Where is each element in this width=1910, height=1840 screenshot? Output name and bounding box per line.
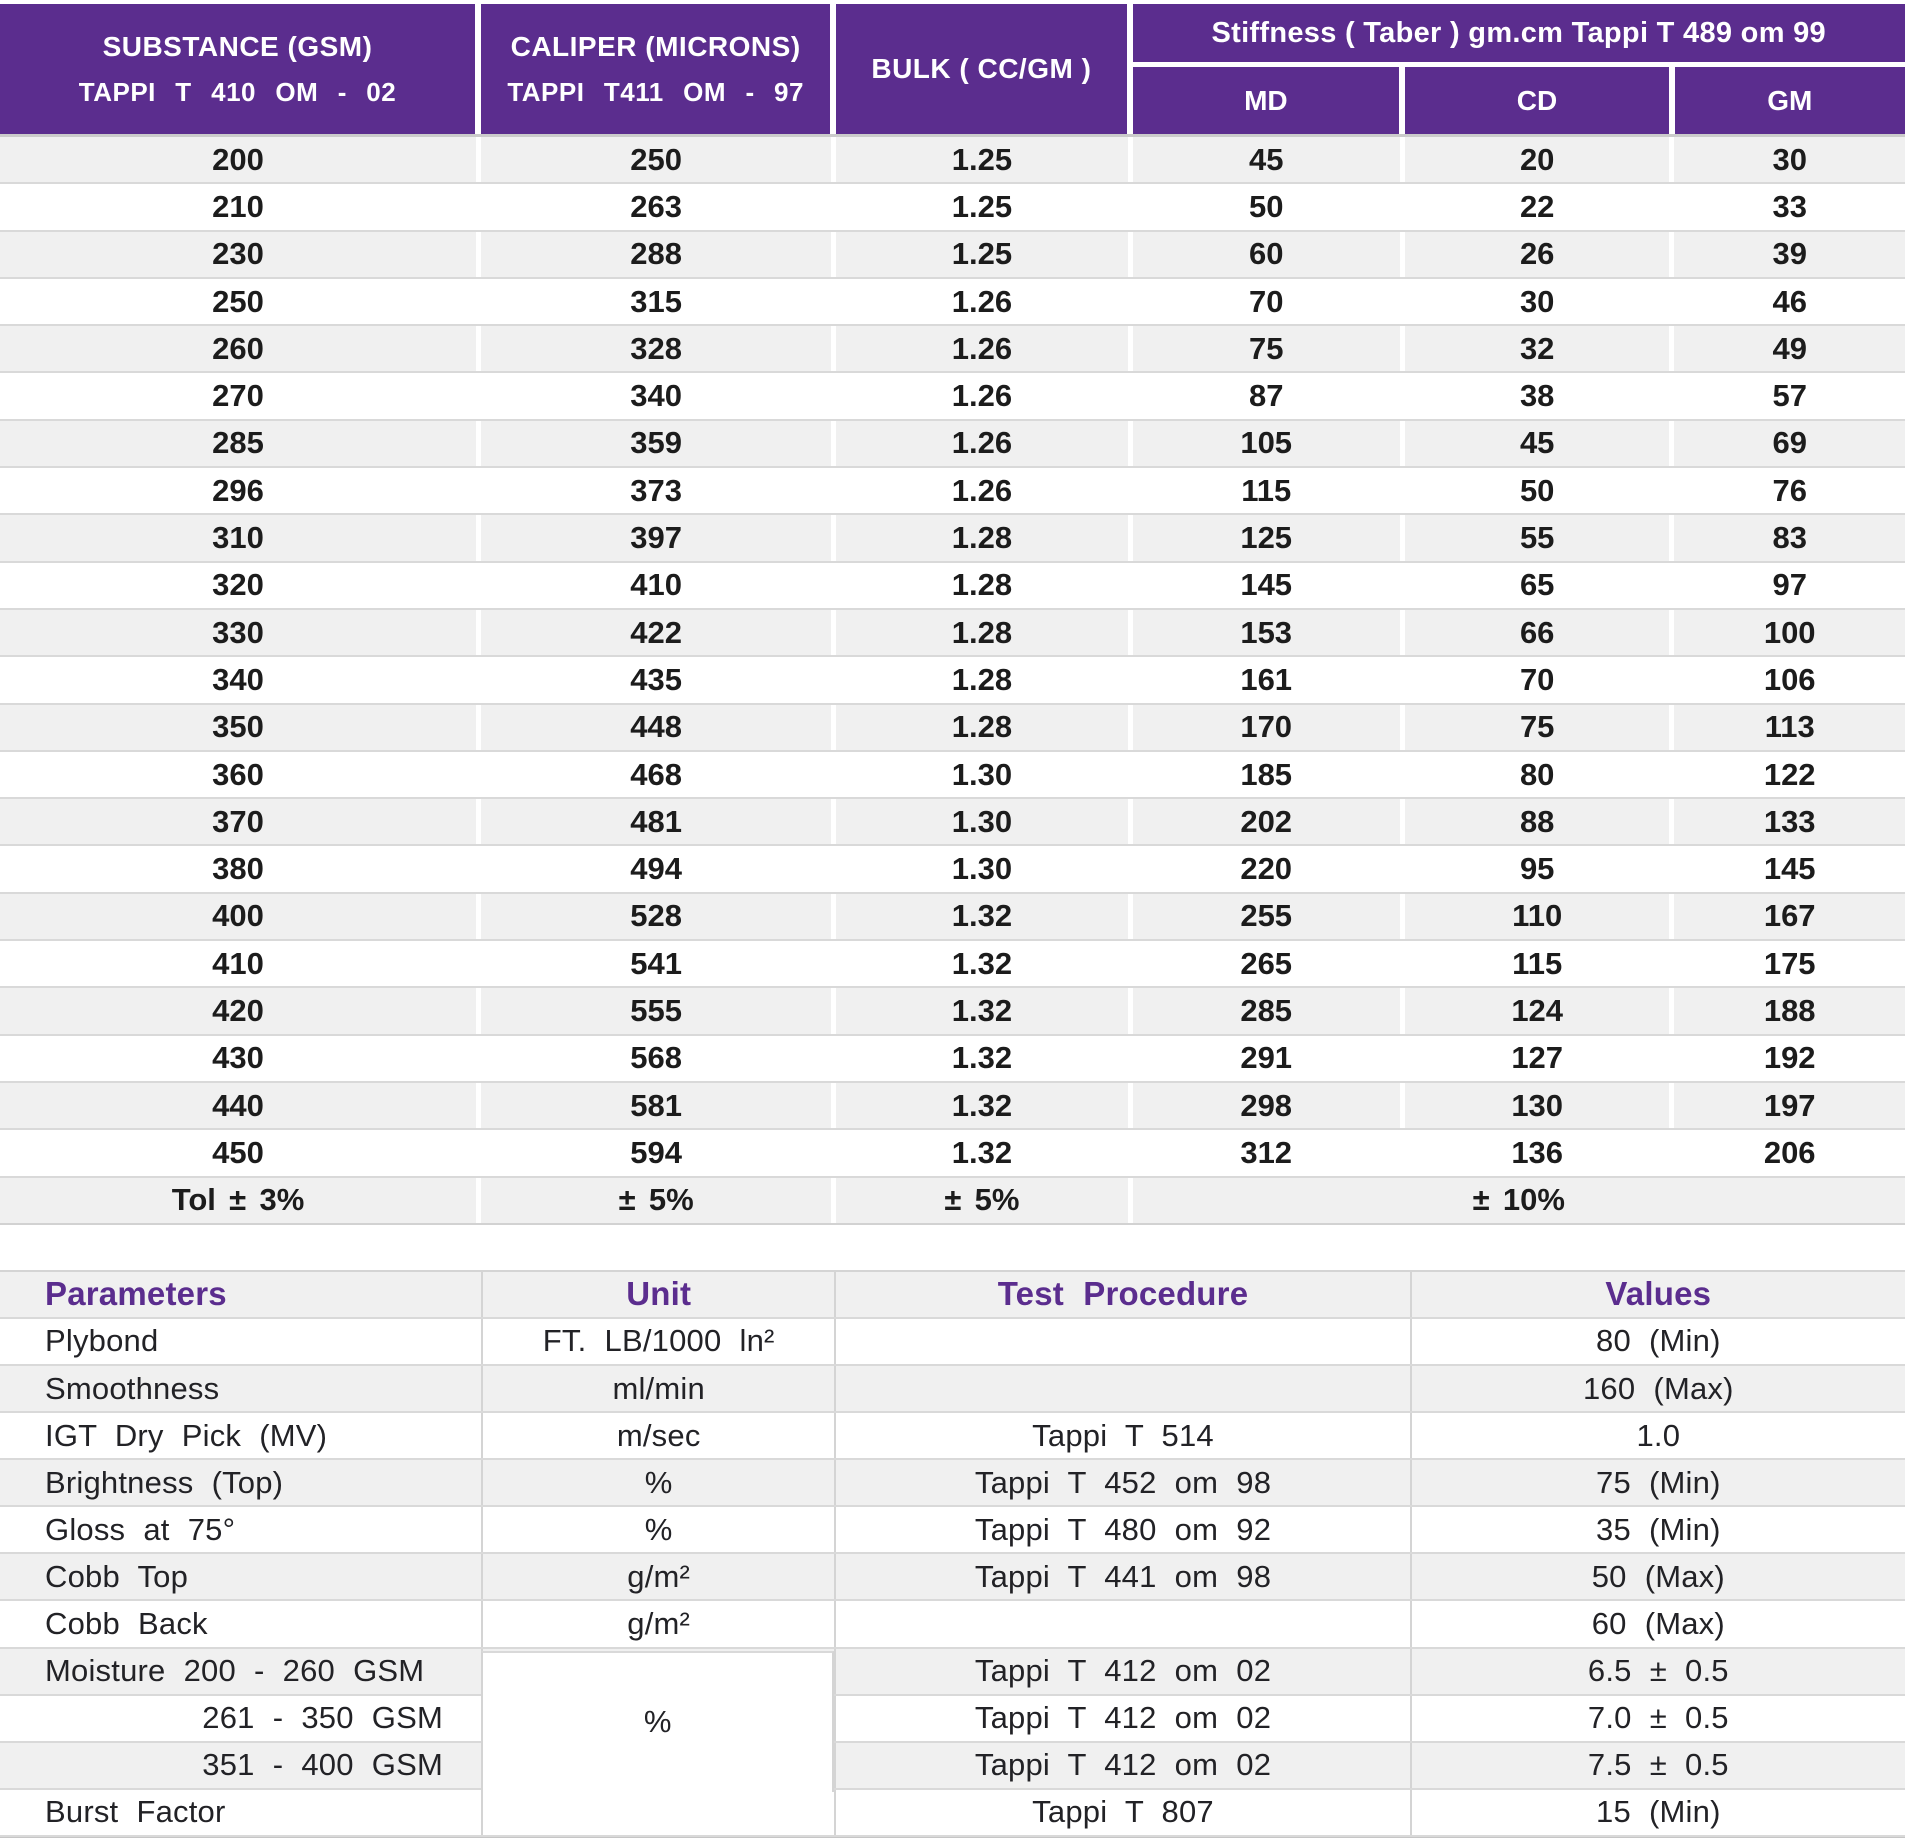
- stiffness-md-cell: 161: [1133, 657, 1405, 702]
- stiffness-cd-cell: 30: [1405, 279, 1675, 324]
- stiffness-gm-cell: 83: [1772, 520, 1807, 556]
- parameters-column-header: Parameters: [45, 1275, 227, 1313]
- caliper-cell: 359: [481, 421, 836, 466]
- spec-table-row: [0, 279, 1905, 326]
- spec-table-row: [0, 326, 1905, 373]
- stiffness-md-cell: 291: [1133, 1036, 1405, 1081]
- parameter-unit: ml/min: [481, 1366, 834, 1411]
- substance-cell: 420: [0, 988, 481, 1033]
- parameter-name: Brightness (Top): [45, 1464, 284, 1500]
- parameter-unit: g/m²: [481, 1554, 834, 1599]
- spec-table-row: [0, 752, 1905, 799]
- caliper-cell: 328: [481, 326, 836, 371]
- parameters-header-row: [0, 1272, 1905, 1319]
- parameter-name: Plybond: [45, 1323, 159, 1359]
- caliper-cell: 528: [481, 894, 836, 939]
- stiffness-tolerance: ± 10%: [1472, 1182, 1565, 1218]
- substance-cell: 400: [0, 894, 481, 939]
- caliper-cell: 288: [481, 232, 836, 277]
- bulk-cell: 1.32: [836, 1036, 1132, 1081]
- spec-table-row: [0, 610, 1905, 657]
- stiffness-md-cell: 255: [1133, 894, 1405, 939]
- stiffness-gm-cell: 106: [1763, 661, 1816, 697]
- bulk-cell: 1.28: [836, 610, 1132, 655]
- stiffness-md-cell: 202: [1133, 799, 1405, 844]
- stiffness-gm-cell: 30: [1772, 141, 1807, 177]
- substance-header-title: SUBSTANCE (GSM): [102, 30, 373, 62]
- spec-table-body: [0, 137, 1905, 1178]
- parameter-procedure: [834, 1366, 1409, 1411]
- stiffness-md-cell: 60: [1133, 232, 1405, 277]
- substance-cell: 410: [0, 941, 481, 986]
- stiffness-column-group: [1133, 4, 1905, 134]
- caliper-cell: 435: [481, 657, 836, 702]
- parameter-value: 35 (Min): [1410, 1507, 1905, 1552]
- spec-table-row: [0, 799, 1905, 846]
- stiffness-cd-cell: 75: [1405, 705, 1675, 750]
- caliper-column-header: [481, 4, 836, 134]
- substance-cell: 360: [0, 752, 481, 797]
- spec-table-row: [0, 184, 1905, 231]
- spec-table-row: [0, 657, 1905, 704]
- caliper-cell: 568: [481, 1036, 836, 1081]
- parameter-name: 351 - 400 GSM: [202, 1747, 443, 1783]
- stiffness-cd-cell: 65: [1405, 563, 1675, 608]
- caliper-cell: 555: [481, 988, 836, 1033]
- gm-column-header: GM: [1675, 67, 1905, 134]
- substance-tolerance: Tol ± 3%: [0, 1178, 481, 1223]
- stiffness-gm-cell: 188: [1763, 992, 1816, 1028]
- stiffness-group-header: Stiffness ( Taber ) gm.cm Tappi T 489 om 99: [1133, 4, 1905, 62]
- caliper-cell: 594: [481, 1130, 836, 1175]
- substance-cell: 340: [0, 657, 481, 702]
- substance-cell: 440: [0, 1083, 481, 1128]
- parameter-value: 80 (Min): [1410, 1319, 1905, 1364]
- stiffness-cd-cell: 26: [1405, 232, 1675, 277]
- md-column-header: MD: [1133, 67, 1406, 134]
- parameter-row-plybond: [0, 1319, 1905, 1366]
- parameter-unit: %: [481, 1507, 834, 1552]
- parameter-row-cobb-top: [0, 1554, 1905, 1601]
- stiffness-cd-cell: 136: [1405, 1130, 1675, 1175]
- bulk-cell: 1.28: [836, 515, 1132, 560]
- stiffness-cd-cell: 80: [1405, 752, 1675, 797]
- stiffness-gm-cell: 100: [1763, 614, 1816, 650]
- caliper-cell: 250: [481, 137, 836, 182]
- spec-table-row: [0, 705, 1905, 752]
- substance-cell: 350: [0, 705, 481, 750]
- substance-cell: 250: [0, 279, 481, 324]
- stiffness-gm-cell: 33: [1772, 188, 1807, 224]
- substance-cell: 330: [0, 610, 481, 655]
- caliper-cell: 581: [481, 1083, 836, 1128]
- stiffness-cd-cell: 45: [1405, 421, 1675, 466]
- parameter-value: 7.5 ± 0.5: [1410, 1743, 1905, 1788]
- parameter-value: 75 (Min): [1410, 1460, 1905, 1505]
- stiffness-gm-cell: 69: [1772, 425, 1807, 461]
- stiffness-cd-cell: 115: [1405, 941, 1675, 986]
- substance-cell: 200: [0, 137, 481, 182]
- stiffness-md-cell: 70: [1133, 279, 1405, 324]
- stiffness-cd-cell: 38: [1405, 373, 1675, 418]
- stiffness-md-cell: 115: [1133, 468, 1405, 513]
- caliper-cell: 410: [481, 563, 836, 608]
- stiffness-gm-cell: 133: [1763, 803, 1816, 839]
- parameter-value: 15 (Min): [1410, 1790, 1905, 1835]
- parameter-row-moisture-351-400: [0, 1743, 1905, 1790]
- stiffness-gm-cell: 97: [1772, 567, 1807, 603]
- parameter-value: 7.0 ± 0.5: [1410, 1696, 1905, 1741]
- parameter-row-cobb-back: [0, 1601, 1905, 1648]
- parameter-unit: [481, 1790, 834, 1835]
- substance-cell: 320: [0, 563, 481, 608]
- bulk-cell: 1.26: [836, 373, 1132, 418]
- stiffness-md-cell: 312: [1133, 1130, 1405, 1175]
- spec-table-row: [0, 563, 1905, 610]
- unit-column-header: Unit: [481, 1272, 834, 1317]
- substance-cell: 230: [0, 232, 481, 277]
- stiffness-gm-cell: 206: [1763, 1134, 1816, 1170]
- parameter-row-moisture-261-350: [0, 1696, 1905, 1743]
- tolerance-row: [0, 1178, 1905, 1225]
- parameter-row-smoothness: [0, 1366, 1905, 1413]
- substance-cell: 285: [0, 421, 481, 466]
- caliper-header-title: CALIPER (MICRONS): [510, 30, 801, 62]
- procedure-column-header: Test Procedure: [834, 1272, 1409, 1317]
- table-gap: [0, 1225, 1905, 1270]
- stiffness-cd-cell: 22: [1405, 184, 1675, 229]
- bulk-cell: 1.25: [836, 137, 1132, 182]
- stiffness-md-cell: 220: [1133, 846, 1405, 891]
- substance-cell: 296: [0, 468, 481, 513]
- caliper-cell: 373: [481, 468, 836, 513]
- caliper-cell: 422: [481, 610, 836, 655]
- stiffness-md-cell: 125: [1133, 515, 1405, 560]
- bulk-cell: 1.26: [836, 326, 1132, 371]
- bulk-cell: 1.26: [836, 421, 1132, 466]
- stiffness-subheader-row: [1133, 67, 1905, 134]
- parameter-value: 60 (Max): [1410, 1601, 1905, 1646]
- bulk-cell: 1.30: [836, 846, 1132, 891]
- stiffness-md-cell: 105: [1133, 421, 1405, 466]
- bulk-cell: 1.32: [836, 988, 1132, 1033]
- stiffness-cd-cell: 95: [1405, 846, 1675, 891]
- stiffness-md-cell: 45: [1133, 137, 1405, 182]
- parameter-name: IGT Dry Pick (MV): [45, 1417, 328, 1453]
- parameter-row-burst-factor: [0, 1790, 1905, 1837]
- bulk-cell: 1.32: [836, 1130, 1132, 1175]
- parameter-procedure: Tappi T 452 om 98: [834, 1460, 1409, 1505]
- spec-table-row: [0, 421, 1905, 468]
- spec-table-row: [0, 846, 1905, 893]
- parameter-name: 261 - 350 GSM: [202, 1700, 443, 1736]
- stiffness-gm-cell: 49: [1772, 330, 1807, 366]
- caliper-tolerance: ± 5%: [481, 1178, 836, 1223]
- stiffness-cd-cell: 70: [1405, 657, 1675, 702]
- stiffness-md-cell: 298: [1133, 1083, 1405, 1128]
- parameter-value: 160 (Max): [1410, 1366, 1905, 1411]
- parameter-procedure: [834, 1319, 1409, 1364]
- stiffness-cd-cell: 20: [1405, 137, 1675, 182]
- substance-cell: 310: [0, 515, 481, 560]
- parameter-procedure: Tappi T 480 om 92: [834, 1507, 1409, 1552]
- caliper-cell: 397: [481, 515, 836, 560]
- stiffness-cd-cell: 66: [1405, 610, 1675, 655]
- stiffness-cd-cell: 55: [1405, 515, 1675, 560]
- parameter-name: Moisture 200 - 260 GSM: [45, 1653, 425, 1689]
- stiffness-md-cell: 153: [1133, 610, 1405, 655]
- parameter-procedure: Tappi T 412 om 02: [834, 1649, 1409, 1694]
- stiffness-md-cell: 87: [1133, 373, 1405, 418]
- parameter-procedure: Tappi T 412 om 02: [834, 1696, 1409, 1741]
- stiffness-gm-cell: 46: [1772, 283, 1807, 319]
- spec-table-row: [0, 1036, 1905, 1083]
- parameter-value: 50 (Max): [1410, 1554, 1905, 1599]
- caliper-cell: 315: [481, 279, 836, 324]
- bulk-cell: 1.32: [836, 941, 1132, 986]
- bulk-column-header: BULK ( CC/GM ): [836, 4, 1132, 134]
- stiffness-md-cell: 75: [1133, 326, 1405, 371]
- spec-table-row: [0, 373, 1905, 420]
- bulk-tolerance: ± 5%: [836, 1178, 1132, 1223]
- substance-cell: 260: [0, 326, 481, 371]
- stiffness-cd-cell: 110: [1405, 894, 1675, 939]
- parameter-name: Cobb Top: [45, 1558, 189, 1594]
- parameter-row-brightness: [0, 1460, 1905, 1507]
- parameter-row-igt-dry-pick: [0, 1413, 1905, 1460]
- stiffness-gm-cell: 175: [1763, 945, 1816, 981]
- bulk-cell: 1.25: [836, 232, 1132, 277]
- substance-header-standard: TAPPI T 410 OM - 02: [78, 76, 397, 107]
- spec-table-header: [0, 0, 1905, 137]
- spec-table-row: [0, 894, 1905, 941]
- caliper-cell: 481: [481, 799, 836, 844]
- spec-table-row: [0, 1130, 1905, 1177]
- stiffness-md-cell: 265: [1133, 941, 1405, 986]
- spec-table-row: [0, 988, 1905, 1035]
- caliper-cell: 494: [481, 846, 836, 891]
- bulk-cell: 1.32: [836, 1083, 1132, 1128]
- parameters-table: [0, 1270, 1905, 1838]
- stiffness-md-cell: 185: [1133, 752, 1405, 797]
- stiffness-cd-cell: 130: [1405, 1083, 1675, 1128]
- values-column-header: Values: [1410, 1272, 1905, 1317]
- bulk-cell: 1.28: [836, 657, 1132, 702]
- bulk-cell: 1.25: [836, 184, 1132, 229]
- spec-table-row: [0, 468, 1905, 515]
- stiffness-md-cell: 170: [1133, 705, 1405, 750]
- parameter-unit: m/sec: [481, 1413, 834, 1458]
- stiffness-cd-cell: 32: [1405, 326, 1675, 371]
- stiffness-md-cell: 50: [1133, 184, 1405, 229]
- caliper-cell: 541: [481, 941, 836, 986]
- parameter-name: Gloss at 75°: [45, 1511, 236, 1547]
- parameter-value: 1.0: [1410, 1413, 1905, 1458]
- parameter-procedure: [834, 1601, 1409, 1646]
- substance-column-header: [0, 4, 481, 134]
- substance-cell: 270: [0, 373, 481, 418]
- spec-table-row: [0, 232, 1905, 279]
- stiffness-gm-cell: 167: [1763, 898, 1816, 934]
- substance-cell: 430: [0, 1036, 481, 1081]
- caliper-cell: 468: [481, 752, 836, 797]
- bulk-cell: 1.26: [836, 279, 1132, 324]
- stiffness-gm-cell: 76: [1772, 472, 1807, 508]
- stiffness-md-cell: 285: [1133, 988, 1405, 1033]
- caliper-cell: 448: [481, 705, 836, 750]
- stiffness-gm-cell: 197: [1763, 1087, 1816, 1123]
- bulk-cell: 1.32: [836, 894, 1132, 939]
- bulk-cell: 1.28: [836, 563, 1132, 608]
- parameter-procedure: Tappi T 441 om 98: [834, 1554, 1409, 1599]
- parameter-unit: g/m²: [481, 1601, 834, 1646]
- stiffness-cd-cell: 50: [1405, 468, 1675, 513]
- spec-table-row: [0, 941, 1905, 988]
- substance-cell: 370: [0, 799, 481, 844]
- stiffness-cd-cell: 127: [1405, 1036, 1675, 1081]
- caliper-header-standard: TAPPI T411 OM - 97: [507, 76, 804, 107]
- bulk-cell: 1.30: [836, 752, 1132, 797]
- parameter-unit: FT. LB/1000 ln²: [481, 1319, 834, 1364]
- caliper-cell: 340: [481, 373, 836, 418]
- bulk-cell: 1.30: [836, 799, 1132, 844]
- parameter-name: Smoothness: [45, 1370, 220, 1406]
- stiffness-gm-cell: 122: [1763, 756, 1816, 792]
- moisture-unit-merged-cell: %: [481, 1651, 834, 1792]
- bulk-cell: 1.26: [836, 468, 1132, 513]
- substance-cell: 210: [0, 184, 481, 229]
- stiffness-cd-cell: 124: [1405, 988, 1675, 1033]
- parameter-row-moisture-200-260: [0, 1649, 1905, 1696]
- spec-table-row: [0, 1083, 1905, 1130]
- stiffness-cd-cell: 88: [1405, 799, 1675, 844]
- cd-column-header: CD: [1405, 67, 1675, 134]
- bulk-cell: 1.28: [836, 705, 1132, 750]
- spec-table-row: [0, 137, 1905, 184]
- parameter-value: 6.5 ± 0.5: [1410, 1649, 1905, 1694]
- stiffness-md-cell: 145: [1133, 563, 1405, 608]
- parameter-name: Burst Factor: [45, 1794, 226, 1830]
- parameter-procedure: Tappi T 514: [834, 1413, 1409, 1458]
- stiffness-gm-cell: 145: [1763, 851, 1816, 887]
- substance-cell: 450: [0, 1130, 481, 1175]
- spec-table-row: [0, 515, 1905, 562]
- parameter-procedure: Tappi T 807: [834, 1790, 1409, 1835]
- caliper-cell: 263: [481, 184, 836, 229]
- parameter-name: Cobb Back: [45, 1606, 208, 1642]
- parameter-row-gloss: [0, 1507, 1905, 1554]
- stiffness-gm-cell: 192: [1763, 1040, 1816, 1076]
- stiffness-gm-cell: 57: [1772, 378, 1807, 414]
- parameter-procedure: Tappi T 412 om 02: [834, 1743, 1409, 1788]
- stiffness-gm-cell: 113: [1764, 709, 1815, 745]
- stiffness-gm-cell: 39: [1772, 236, 1807, 272]
- parameter-unit: %: [481, 1460, 834, 1505]
- substance-cell: 380: [0, 846, 481, 891]
